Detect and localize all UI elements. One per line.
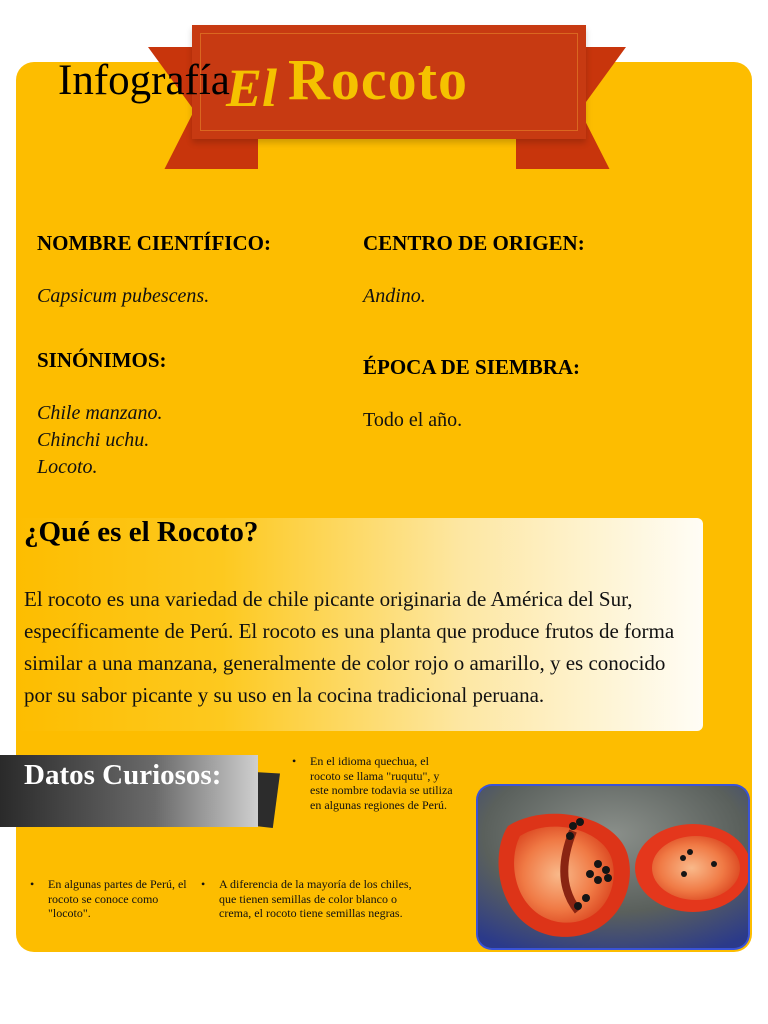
scientific-name-value: Capsicum pubescens. bbox=[37, 285, 210, 307]
fact-item: • En el idioma quechua, el rocoto se llama "ruqutu", y este nombre todavia se utiliza en algunas regiones de Perú. bbox=[292, 754, 453, 812]
synonym-item: Chinchi uchu. bbox=[37, 429, 150, 451]
origin-value: Andino. bbox=[363, 285, 426, 307]
banner-article: El bbox=[226, 58, 278, 118]
infographic-prefix: Infografía bbox=[58, 57, 230, 104]
synonym-item: Chile manzano. bbox=[37, 402, 163, 424]
fact-item: • A diferencia de la mayoría de los chiles, que tienen semillas de color blanco o crema, el rocoto tiene semillas negras. bbox=[201, 877, 412, 920]
season-value: Todo el año. bbox=[363, 409, 463, 431]
fact-item: • En algunas partes de Perú, el rocoto se conoce como "locoto". bbox=[30, 877, 187, 920]
description-title: ¿Qué es el Rocoto? bbox=[24, 516, 259, 548]
fact-text: A diferencia de la mayoría de los chiles, que tienen semillas de color blanco o crema, el rocoto tiene semillas negras. bbox=[219, 877, 412, 920]
fact-text: En el idioma quechua, el rocoto se llama "ruqutu", y este nombre todavia se utiliza en algunas regiones de Perú. bbox=[310, 754, 453, 812]
facts-title: Datos Curiosos: bbox=[24, 759, 222, 791]
rocoto-photo bbox=[478, 786, 748, 948]
synonyms-label: SINÓNIMOS: bbox=[37, 348, 167, 372]
rocoto-photo-image bbox=[478, 786, 748, 948]
fact-text: En algunas partes de Perú, el rocoto se conoce como "locoto". bbox=[48, 877, 187, 920]
banner-title: Rocoto bbox=[288, 47, 468, 112]
scientific-name-label: NOMBRE CIENTÍFICO: bbox=[37, 231, 271, 255]
synonym-item: Locoto. bbox=[37, 456, 98, 478]
origin-label: CENTRO DE ORIGEN: bbox=[363, 231, 585, 255]
description-text: El rocoto es una variedad de chile picante originaria de América del Sur, específicamente de Perú. El rocoto es una planta que produce frutos de forma similar a una manzana, generalmente de color rojo o amarillo, y es conocido por su sabor picante y su uso en la cocina tradicional peruana. bbox=[24, 587, 675, 707]
season-label: ÉPOCA DE SIEMBRA: bbox=[363, 355, 581, 379]
